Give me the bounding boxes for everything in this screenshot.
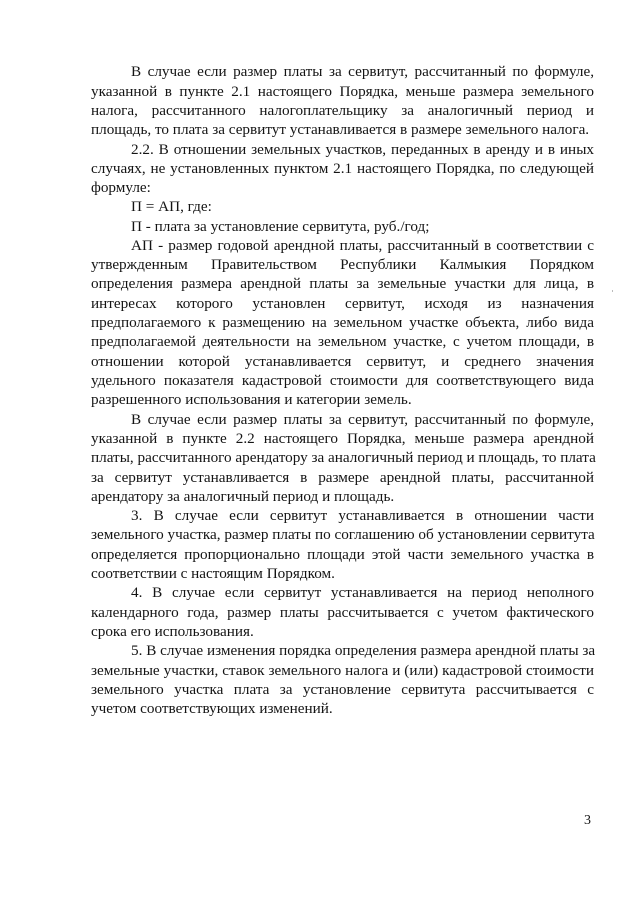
text-line: В случае если размер платы за сервитут, рассчитанный по формуле,	[131, 411, 594, 428]
text-line: 4. В случае если сервитут устанавливается на период неполного	[131, 584, 594, 601]
text-line: отношении которой устанавливается сервитут, и среднего значения	[91, 353, 594, 370]
text-line: АП - размер годовой арендной платы, рассчитанный в соответствии с	[131, 237, 594, 254]
text-line: 2.2. В отношении земельных участков, переданных в аренду и в иных	[131, 141, 594, 158]
text-line: удельного показателя кадастровой стоимости для соответствующего вида	[91, 372, 594, 389]
text-line: В случае если размер платы за сервитут, рассчитанный по формуле,	[131, 63, 594, 80]
text-line: предполагаемого к размещению на земельном участке объекта, либо вида	[91, 314, 594, 331]
text-line: указанной в пункте 2.2 настоящего Порядка, меньше размера арендной	[91, 430, 594, 447]
text-line: налога, рассчитанного налогоплательщику за аналогичный период и	[91, 102, 594, 119]
text-line: срока его использования.	[91, 623, 254, 640]
text-line: разрешенного использования и категории земель.	[91, 391, 412, 408]
formula-line: П = АП, где:	[131, 198, 212, 215]
text-line: определения размера арендной платы за земельные участки для лица, в	[91, 275, 594, 292]
text-line: предполагаемой деятельности на земельном участке, с учетом площади, в	[91, 333, 594, 350]
text-line: учетом соответствующих изменений.	[91, 700, 333, 717]
text-line: календарного года, размер платы рассчитывается с учетом фактического	[91, 604, 594, 621]
text-line: площадь, то плата за сервитут устанавливается в размере земельного налога.	[91, 121, 590, 138]
scan-mark	[612, 290, 613, 292]
text-line: платы, рассчитанного арендатору за аналогичный период и площадь, то плата	[91, 449, 596, 466]
text-line: формуле:	[91, 179, 151, 196]
text-line: случаях, не установленных пунктом 2.1 настоящего Порядка, по следующей	[91, 160, 594, 177]
text-line: определяется пропорционально площади этой части земельного участка в	[91, 546, 594, 563]
text-line: П - плата за установление сервитута, руб./год;	[131, 218, 430, 235]
text-line: указанной в пункте 2.1 настоящего Порядка, меньше размера земельного	[91, 83, 594, 100]
text-line: соответствии с настоящим Порядком.	[91, 565, 335, 582]
text-line: утвержденным Правительством Республики Калмыкия Порядком	[91, 256, 594, 273]
text-line: интересах которого установлен сервитут, исходя из назначения	[91, 295, 594, 312]
text-line: 5. В случае изменения порядка определения размера арендной платы за	[131, 642, 596, 659]
text-line: за сервитут устанавливается в размере арендной платы, рассчитанной	[91, 469, 594, 486]
text-line: земельного участка, размер платы по соглашению об установлении сервитута	[91, 526, 595, 543]
page-number: 3	[584, 813, 591, 828]
text-line: земельные участки, ставок земельного налога и (или) кадастровой стоимости	[91, 662, 594, 679]
text-line: арендатору за аналогичный период и площадь.	[91, 488, 395, 505]
text-line: 3. В случае если сервитут устанавливается в отношении части	[131, 507, 594, 524]
text-line: земельного участка плата за установление сервитута рассчитывается с	[91, 681, 594, 698]
